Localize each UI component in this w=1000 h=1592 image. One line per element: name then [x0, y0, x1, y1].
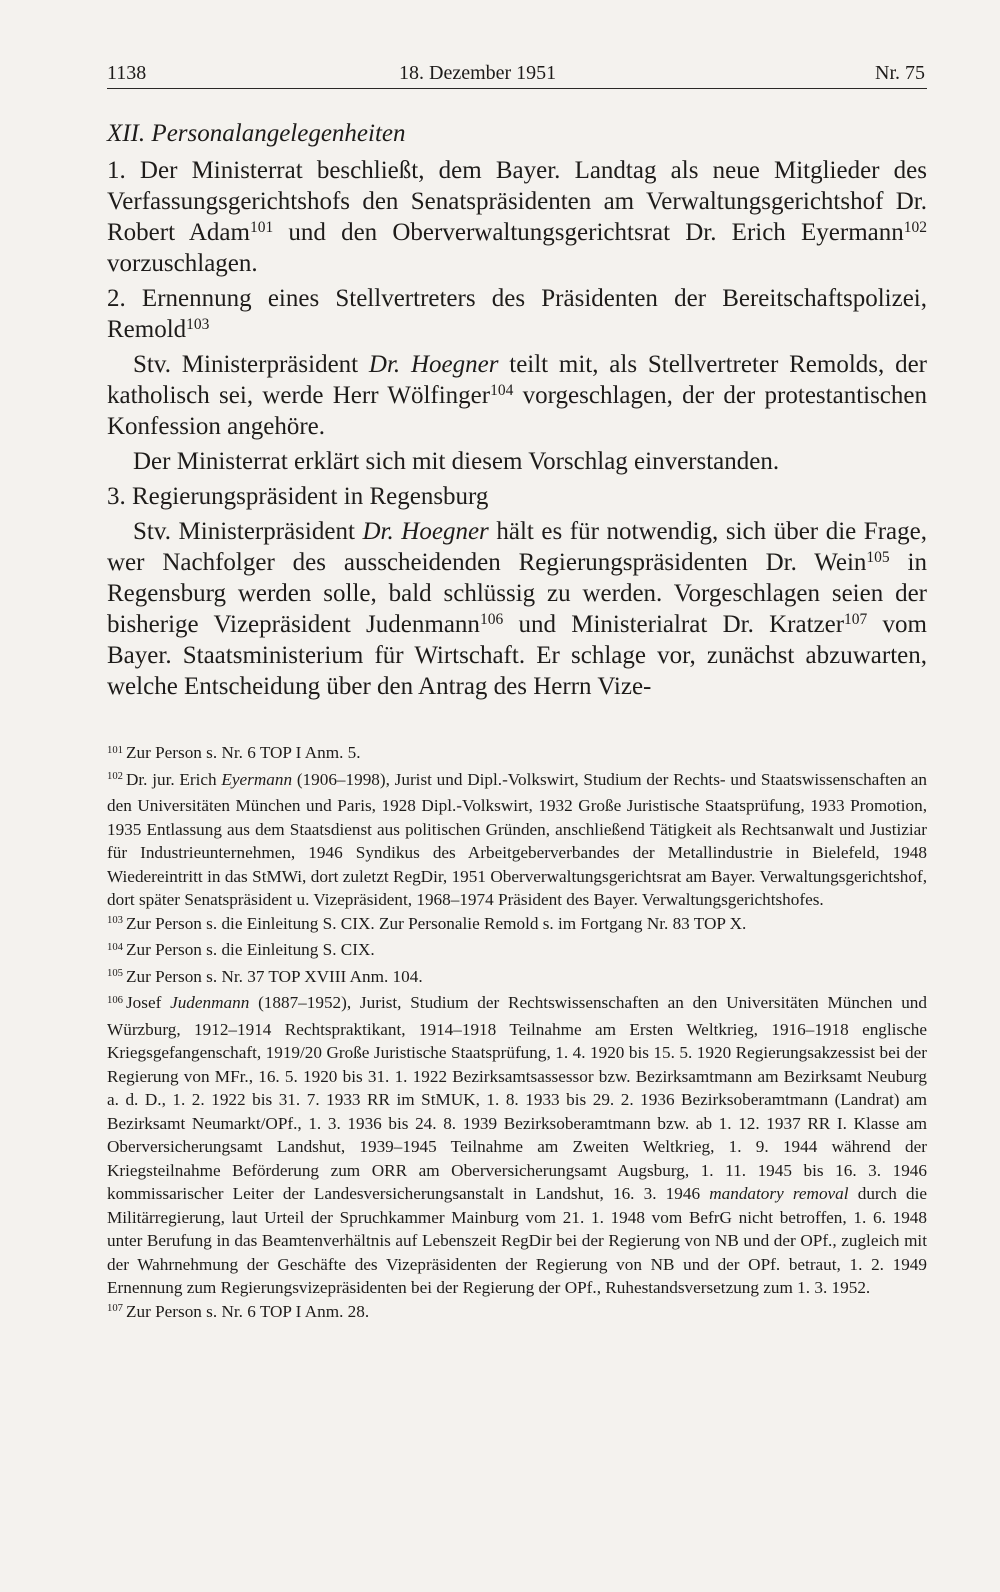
footnote-number: 104 [107, 941, 123, 953]
italic-title: Dr. [368, 351, 401, 378]
footnote-102 [107, 768, 927, 912]
footnote-number: 105 [107, 968, 123, 980]
person-name: Eyermann [221, 769, 293, 789]
paragraph-3 [107, 349, 927, 442]
footnote-text: (1906–1998), Jurist und Dipl.-Volkswirt, Studium der Rechts- und Staatswissenschaften an den Universitäten München und Paris, 1928 Dipl.-Volkswirt, 1932 Große Juristische Staatsprüfung, 1933 Promotion, 1935 Entlassung aus dem Staatsdienst aus politischen Gründen, anschließend Tätigkeit als Rechtsanwalt und Justiziar für Industrieunternehmen, 1946 Syndikus des Arbeitgeberverbandes der Metallindustrie in Bielefeld, 1948 Wiedereintritt in das StMWi, dort zuletzt RegDir, 1951 Oberverwaltungsgerichtsrat am Bayer. Verwaltungsgerichtshof, dort später Senatspräsident u. Vizepräsident, 1968–1974 Präsident des Bayer. Verwaltungsgerichtshofes. [107, 769, 927, 909]
footnotes [107, 741, 927, 1326]
running-header [107, 56, 927, 89]
footnote-107 [107, 1300, 927, 1327]
footnote-text: (1887–1952), Jurist, Studium der Rechtswissenschaften an den Universitäten München und Würzburg, 1912–1914 Rechtspraktikant, 1914–1918 Teilnahme am Ersten Weltkrieg, 1916–1918 englische Kriegsgefangenschaft, 1919/20 Große Juristische Staatsprüfung, 1. 4. 1920 bis 15. 5. 1920 Regierungsakzessist bei der Regierung von MFr., 16. 5. 1920 bis 31. 1. 1922 Bezirksamtsassessor bzw. Bezirksamtmann am Bezirksamt Neuburg a. d. D., 1. 2. 1922 bis 31. 7. 1933 RR im StMUK, 1. 8. 1933 bis 29. 2. 1936 Bezirksoberamtmann (Landrat) am Bezirksamt Neumarkt/OPf., 1. 3. 1936 bis 24. 8. 1939 Bezirksoberamtmann bzw. ab 1. 12. 1937 RR I. Klasse am Oberversicherungsamt Landshut, 1939–1945 Teilnahme am Zweiten Weltkrieg, 1. 9. 1944 während der Kriegsteilnahme Beförderung zum ORR am Oberversicherungsamt Augsburg, 1. 11. 1945 bis 16. 3. 1946 kommissarischer Leiter der Landesversicherungsanstalt in Landshut, 16. 3. 1946 [107, 993, 927, 1203]
header-date: 18. Dezember 1951 [399, 62, 557, 84]
footnote-ref: 101 [249, 219, 274, 237]
paragraph-text: Stv. Ministerpräsident [133, 518, 363, 545]
footnote-ref: 104 [490, 382, 514, 400]
footnote-number: 106 [107, 994, 123, 1006]
person-name: Hoegner [400, 351, 499, 378]
footnote-106 [107, 991, 927, 1300]
footnote-105 [107, 965, 927, 992]
footnote-number: 101 [107, 744, 123, 756]
paragraph-4: Der Ministerrat erklärt sich mit diesem Vorschlag einverstanden. [133, 448, 780, 475]
paragraph-text: 1. Der Ministerrat beschließt, dem Bayer. Landtag als neue Mitglieder des Verfassungsgerichtshofs den Senatspräsidenten am Verwaltungsgerichtshof Dr. Robert Adam [107, 157, 927, 246]
footnote-text: Josef [125, 993, 171, 1012]
paragraph-text: vorzuschlagen. [107, 250, 258, 277]
paragraph-6 [107, 516, 927, 702]
page-number: 1138 [107, 62, 147, 84]
footnote-number: 107 [107, 1303, 123, 1315]
footnote-text: Dr. jur. Erich [125, 769, 222, 789]
main-text [107, 118, 927, 702]
footnote-text: Zur Person s. die Einleitung S. CIX. [125, 940, 375, 959]
person-name: Judenmann [170, 993, 250, 1012]
italic-phrase: mandatory removal [709, 1184, 849, 1203]
footnote-text: Zur Person s. Nr. 37 TOP XVIII Anm. 104. [125, 966, 423, 986]
footnote-104 [107, 938, 927, 965]
footnote-ref: 106 [479, 611, 504, 629]
footnote-number: 102 [107, 771, 123, 783]
paragraph-1 [107, 155, 927, 279]
section-title: XII. Personalangelegenheiten [107, 120, 406, 147]
paragraph-text: Stv. Ministerpräsident [133, 351, 369, 378]
footnote-number: 103 [107, 915, 123, 927]
footnote-ref: 107 [844, 611, 868, 629]
paragraph-text: in Regensburg werden solle, bald schlüssig zu werden. Vorgeschlagen seien der bisherige Vizepräsident Judenmann [107, 549, 927, 638]
footnote-ref: 103 [186, 316, 210, 334]
footnote-text: Zur Person s. Nr. 6 TOP I Anm. 28. [125, 1301, 370, 1321]
paragraph-text: hält es für notwendig, sich über die Frage, wer Nachfolger des ausscheidenden Regierungspräsidenten Dr. Wein [107, 518, 927, 576]
italic-title: Dr. [362, 518, 394, 545]
paragraph-text: und den Oberverwaltungsgerichtsrat Dr. Erich Eyermann [273, 219, 904, 246]
footnote-text: durch die Militärregierung, laut Urteil der Spruchkammer Mainburg vom 21. 1. 1948 vom BefrG nicht betroffen, 1. 6. 1948 unter Berufung in das Beamtenverhältnis auf Lebenszeit RegDir bei der Regierung von NB und der OPf., zugleich mit der Wahrnehmung der Geschäfte des Vizepräsidenten der Regierung von NB und der OPf. betraut, 1. 2. 1949 Ernennung zum Regierungsvizepräsidenten bei der Regierung der OPf., Ruhestandsversetzung zum 1. 3. 1952. [107, 1184, 928, 1297]
issue-number: Nr. 75 [875, 62, 925, 84]
paragraph-text: teilt mit, als Stellvertreter Remolds, der katholisch sei, werde Herr Wölfinger [107, 351, 927, 409]
footnote-103 [107, 912, 927, 939]
paragraph-text: und Ministerialrat Dr. Kratzer [503, 611, 845, 638]
footnote-text: Zur Person s. Nr. 6 TOP I Anm. 5. [125, 743, 361, 762]
paragraph-text: 2. Ernennung eines Stellvertreters des Präsidenten der Bereitschaftspolizei, Remold [107, 285, 927, 343]
paragraph-5: 3. Regierungspräsident in Regensburg [107, 483, 489, 510]
paragraph-text: vom Bayer. Staatsministerium für Wirtschaft. Er schlage vor, zunächst abzuwarten, welche Entscheidung über den Antrag des Herrn Vize- [107, 611, 927, 700]
paragraph-text: vorgeschlagen, der der protestantischen Konfession angehöre. [107, 382, 928, 440]
footnote-ref: 105 [866, 549, 890, 567]
footnote-text: Zur Person s. die Einleitung S. CIX. Zur Personalie Remold s. im Fortgang Nr. 83 TOP X. [125, 913, 747, 933]
person-name: Hoegner [393, 518, 489, 545]
footnote-ref: 102 [903, 219, 927, 237]
paragraph-2 [107, 283, 927, 345]
footnote-101 [107, 741, 927, 768]
